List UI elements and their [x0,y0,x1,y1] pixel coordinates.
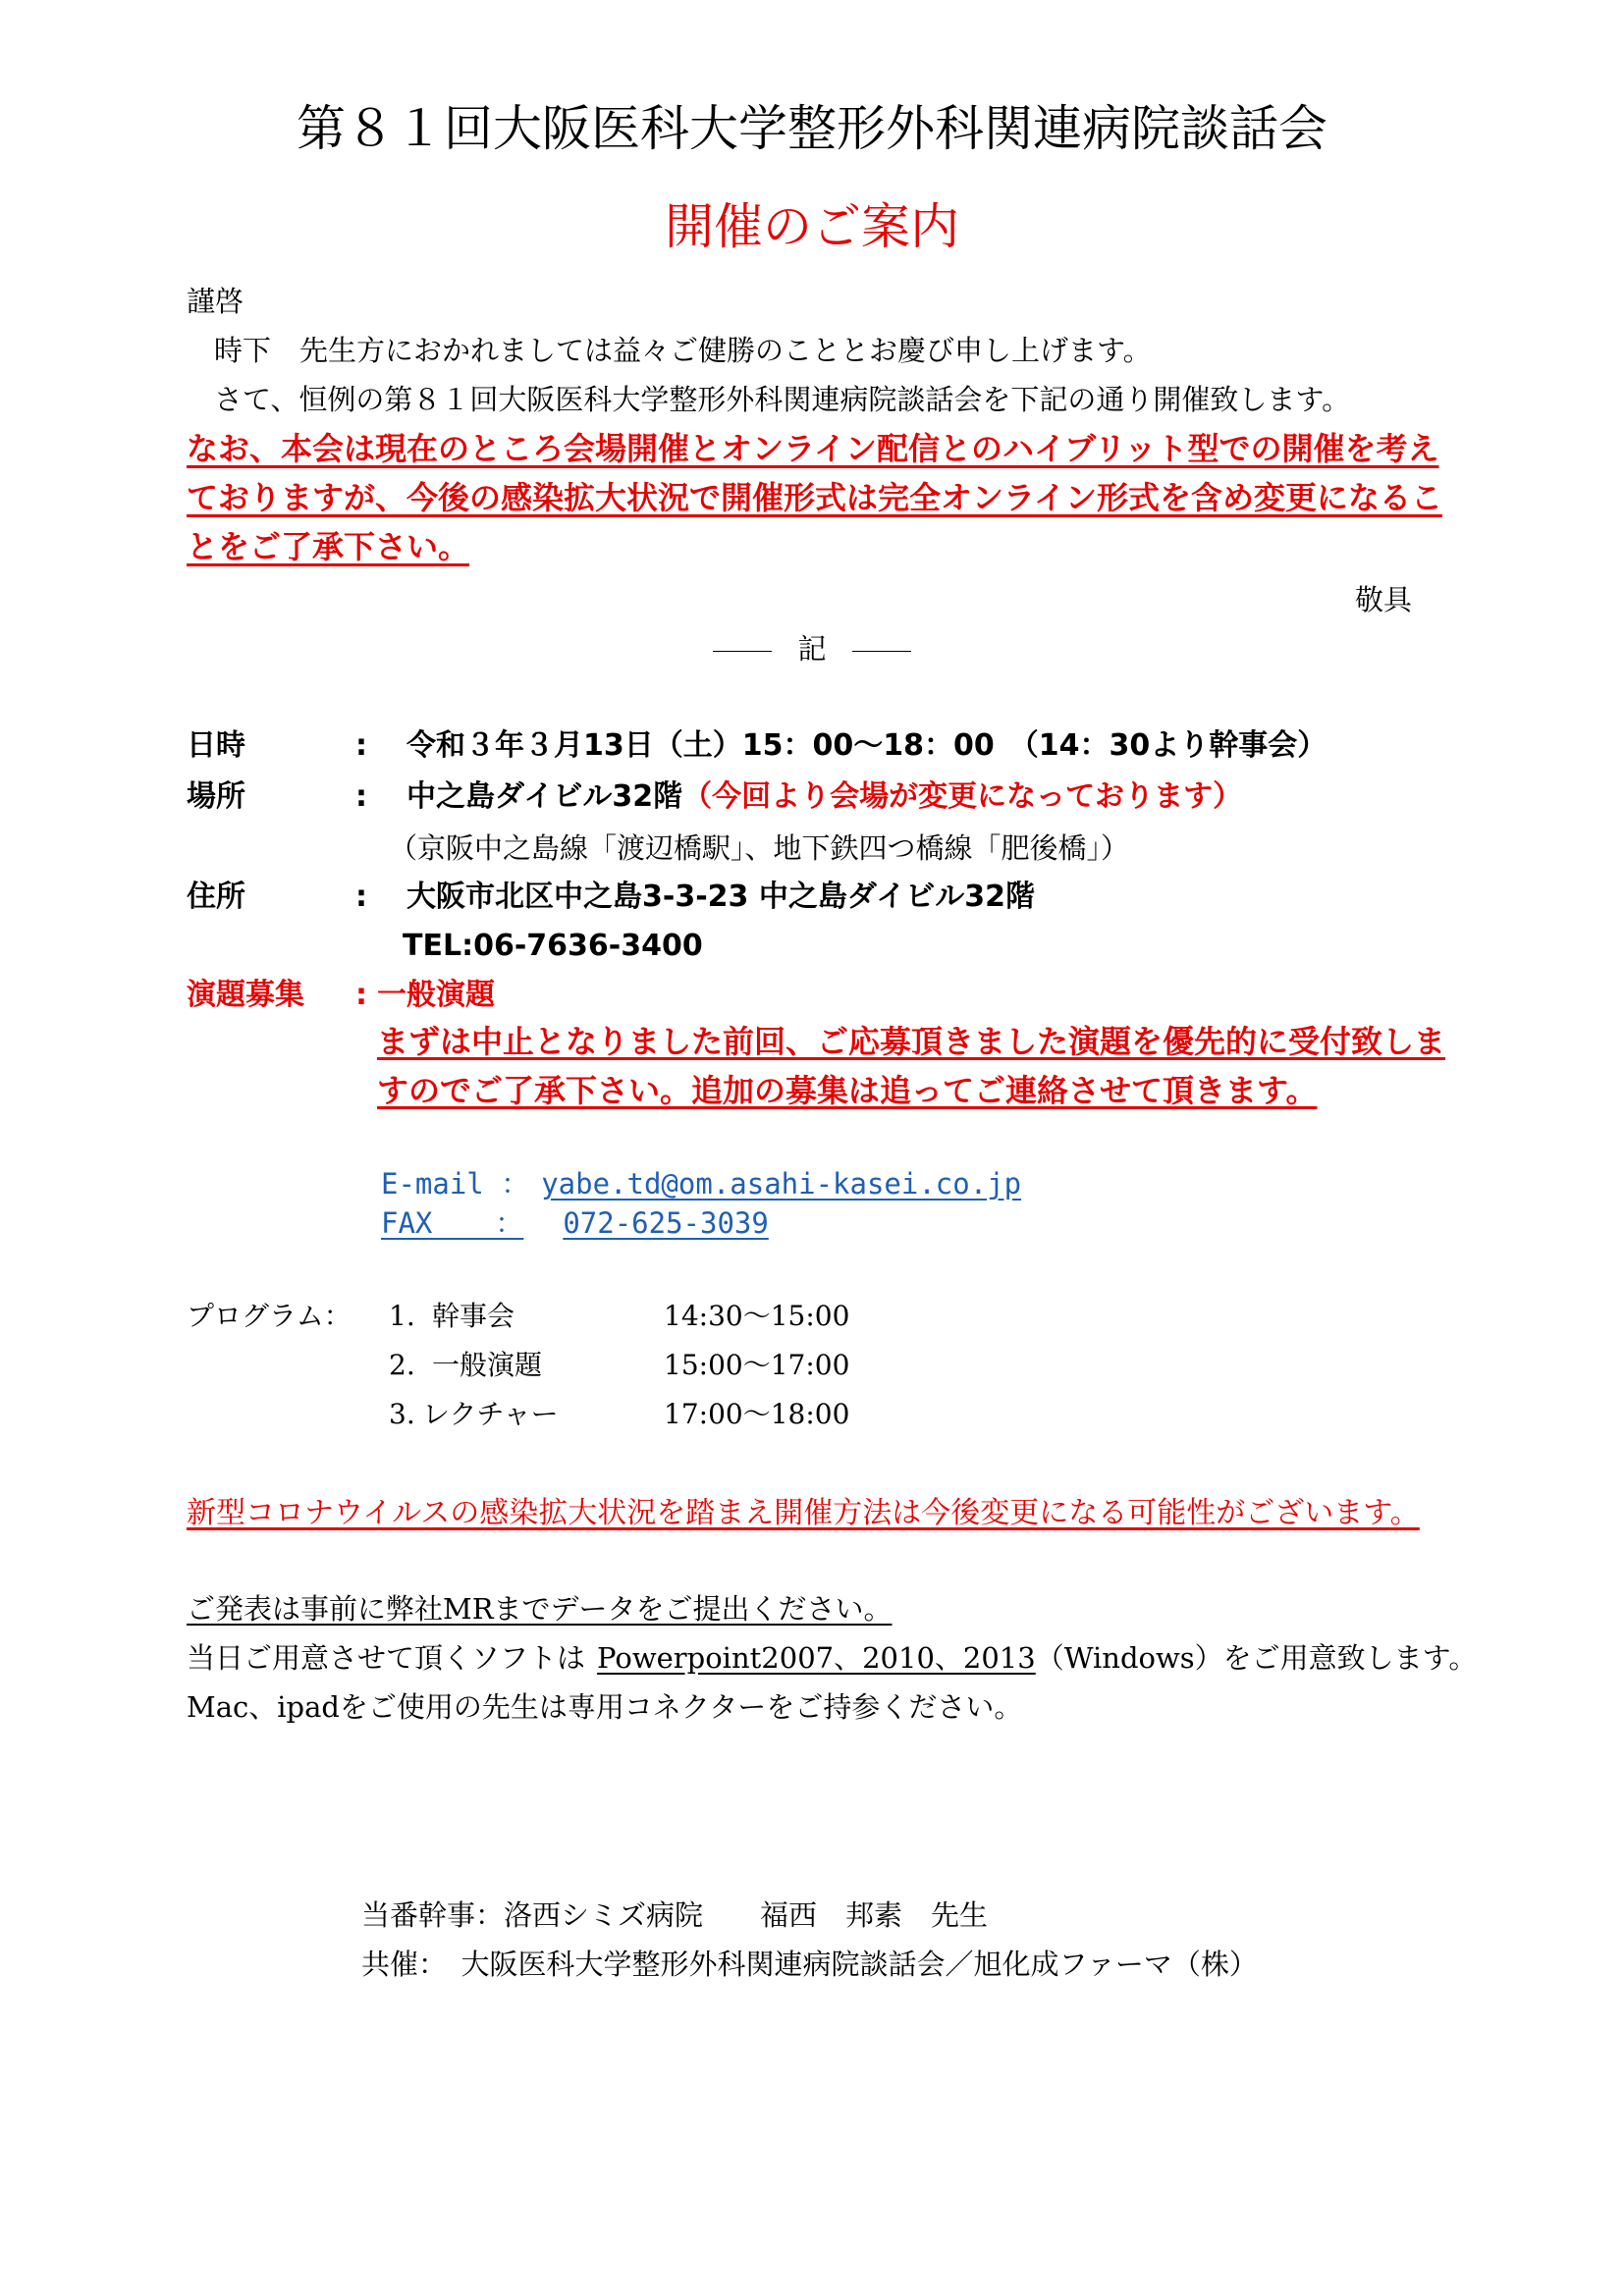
program-item-3-name: レクチャー [422,1398,559,1430]
fax-row [381,1203,769,1243]
covid-notice: 新型コロナウイルスの感染拡大状況を踏まえ開催方法は今後変更になる可能性がございます。 [187,1496,1420,1530]
organizer: 当番幹事：洛西シミズ病院 福西 邦素 先生 [361,1898,989,1932]
presentation-line-3: Mac、ipadをご使用の先生は専用コネクターをご持参ください。 [187,1690,1023,1724]
address-label: 住所 [187,880,245,914]
email-label: E-mail ： [381,1167,530,1201]
hybrid-notice [187,424,1453,571]
abstract-value: 一般演題 [377,978,495,1012]
email-link[interactable]: yabe.td@om.asahi-kasei.co.jp [541,1167,1022,1201]
address-colon: : [355,880,367,914]
ki-dash-right [852,651,911,652]
program-item-1-no: 1. [389,1300,415,1332]
program-item-2-no: 2. [389,1349,415,1381]
program-label: プログラム： [187,1300,352,1332]
ki-text: 記 [797,632,827,666]
abstract-colon: : [355,978,367,1012]
place-label: 場所 [187,779,245,814]
date-label: 日時 [187,728,245,763]
place-change-note: （今回より会場が変更になっております） [682,779,1243,814]
place-name: 中之島ダイビル32階 [406,779,683,814]
place-value [406,775,1242,819]
hybrid-notice-text: なお、本会は現在のところ会場開催とオンライン配信とのハイブリット型での開催を考えておりますが、今後の感染拡大状況で開催形式は完全オンライン形式を含め変更になることをご了承下さい。 [187,430,1443,565]
presentation-line-1: ご発表は事前に弊社MRまでデータをご提出ください。 [187,1592,893,1626]
fax-number: 072-625-3039 [563,1206,769,1240]
presentation-line-2-pre: 当日ご用意させて頂くソフトは [187,1641,586,1675]
greeting-open: 謹啓 [187,285,244,318]
tel-value: TEL:06-7636-3400 [403,929,703,963]
abstract-label: 演題募集 [187,978,304,1012]
document-subtitle: 開催のご案内 [665,198,959,255]
program-item-3-no: 3. [389,1398,415,1430]
greeting-line-1: 時下 先生方におかれましては益々ご健勝のこととお慶び申し上げます。 [214,334,1152,367]
date-colon: : [355,728,367,763]
email-row [381,1164,1021,1203]
ki-dash-left [713,651,772,652]
abstract-note-text: まずは中止となりました前回、ご応募頂きました演題を優先的に受付致しますのでご了承下さい。追加の募集は追ってご連絡させて頂きます。 [377,1023,1446,1109]
abstract-note [377,1017,1457,1115]
place-colon: : [355,779,367,814]
program-item-1-time: 14:30～15:00 [664,1300,850,1332]
ki-heading [0,628,1624,669]
presentation-line-2-post: （Windows）をご用意致します。 [1035,1641,1478,1675]
document-title: 第８１回大阪医科大学整形外科関連病院談話会 [297,100,1327,157]
greeting-line-2: さて、恒例の第８１回大阪医科大学整形外科関連病院談話会を下記の通り開催致します。 [214,383,1351,416]
software-versions: Powerpoint2007、2010、2013 [597,1641,1036,1675]
fax-label: FAX ： [381,1206,524,1240]
address-value: 大阪市北区中之島3-3-23 中之島ダイビル32階 [406,880,1035,914]
cohost: 共催： 大阪医科大学整形外科関連病院談話会／旭化成ファーマ（株） [361,1948,1258,1981]
greeting-close: 敬具 [1355,583,1413,616]
program-item-2-name: 一般演題 [432,1349,543,1381]
date-value: 令和３年３月13日（土）15：00～18：00 （14：30より幹事会） [406,728,1327,763]
program-item-1-name: 幹事会 [432,1300,515,1332]
access-info: （京阪中之島線「渡辺橋駅」、地下鉄四つ橋線「肥後橋」） [389,831,1130,865]
presentation-line-2 [187,1637,1477,1679]
program-item-2-time: 15:00～17:00 [664,1349,850,1381]
program-item-3-time: 17:00～18:00 [664,1398,850,1430]
